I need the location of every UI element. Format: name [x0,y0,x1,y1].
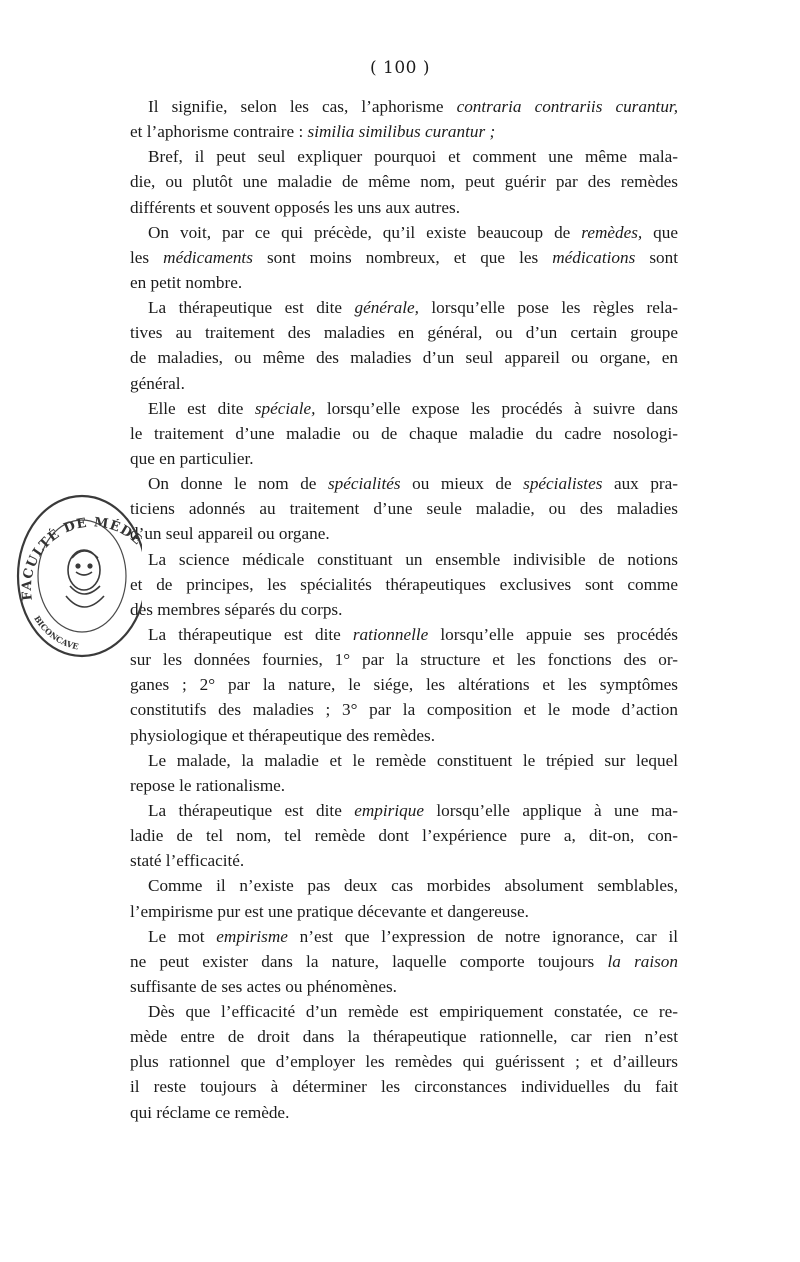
text-run: Comme il n’existe pas deux cas morbides absolument semblables, [148,876,678,896]
text-run: général. [130,373,185,393]
italic-term: médicaments [163,247,253,267]
paragraph [130,873,678,923]
text-run: La science médicale constituant un ensemble indivisible de notions [148,549,678,569]
text-run: mède entre de droit dans la thérapeutique rationnelle, car rien n’est [130,1027,678,1047]
text-line [130,119,678,144]
text-line [130,672,678,697]
text-run: repose le rationalisme. [130,775,286,795]
text-line [130,999,678,1024]
text-run: lorsqu’elle expose les procédés à suivre dans [315,398,678,418]
text-run: lorsqu’elle pose les règles rela- [418,298,678,318]
text-line [130,144,678,169]
text-run: Elle est dite [148,398,255,418]
stamp-seal-graphic [10,488,142,664]
paragraph [130,748,678,798]
paragraph [130,924,678,999]
text-run: Bref, il peut seul expliquer pourquoi et comment une même mala- [148,147,678,167]
text-line [130,597,678,622]
text-run: Dès que l’efficacité d’un remède est empiriquement constatée, ce re- [148,1002,678,1022]
text-line [130,547,678,572]
text-run: ganes ; 2° par la nature, le siége, les altérations et les symptômes [130,675,678,695]
text-line [130,1074,678,1099]
text-run: des membres séparés du corps. [130,599,343,619]
stamp-text-top: FACULTÉ DE MÉD [19,515,136,602]
text-line [130,195,678,220]
text-line [130,848,678,873]
text-run: sont [635,247,679,267]
stamp-portrait-icon [66,550,104,607]
text-line [130,295,678,320]
text-line [130,949,678,974]
text-run: ou mieux de [400,474,524,494]
text-run: die, ou plutôt une maladie de même nom, peut guérir par des remèdes [130,172,678,192]
text-line [130,974,678,999]
svg-text:BICONCAVE [32,614,79,652]
text-line [130,396,678,421]
text-run: qui réclame ce remède. [130,1102,290,1122]
text-run: différents et souvent opposés les uns aux autres. [130,197,460,217]
text-run: Le malade, la maladie et le remède constituent le trépied sur lequel [148,750,678,770]
text-run: les [130,247,164,267]
paragraph [130,94,678,144]
italic-term: spéciale, [254,398,316,418]
paragraph [130,295,678,396]
text-line [130,345,678,370]
text-run: plus rationnel que d’employer les remèdes qui guérissent ; et d’ailleurs [130,1052,678,1072]
text-line [130,924,678,949]
text-run: Il signifie, selon les cas, l’aphorisme [148,97,457,116]
text-run: d’un seul appareil ou organe. [130,524,330,544]
paragraph [130,622,678,748]
italic-term: générale, [354,298,419,318]
text-line [130,572,678,597]
text-run: et de principes, les spécialités thérapeutiques exclusives sont comme [130,574,678,594]
paragraph [130,999,678,1125]
text-run: tives au traitement des maladies en général, ou d’un certain groupe [130,323,678,343]
italic-term: médications [552,247,636,267]
text-line [130,1100,678,1125]
italic-term: contraria contrariis curantur, [456,97,679,116]
paragraph [130,547,678,622]
text-line [130,899,678,924]
text-run: lorsqu’elle appuie ses procédés [428,624,678,644]
paragraph [130,471,678,546]
text-line [130,748,678,773]
text-line [130,94,678,119]
text-line [130,823,678,848]
text-run: On donne le nom de [148,474,328,494]
text-run: que [642,222,678,242]
text-run: La thérapeutique est dite [148,800,355,820]
text-run: lorsqu’elle applique à une ma- [423,800,678,820]
text-run: La thérapeutique est dite [148,298,355,318]
paragraph [130,798,678,873]
text-run: physiologique et thérapeutique des remèdes. [130,725,435,745]
stamp-text-bottom: BICONCAVE [32,613,80,652]
svg-text:FACULTÉ DE MÉDECINE DE PARIS [10,488,142,601]
text-line [130,446,678,471]
italic-term: rationnelle [352,624,429,644]
text-line [130,647,678,672]
text-run: Le mot [148,926,217,946]
text-line [130,270,678,295]
text-run: On voit, par ce qui précède, qu’il existe beaucoup de [148,222,582,242]
italic-term: empirisme [216,926,288,946]
library-stamp [10,488,142,664]
text-run: en petit nombre. [130,272,243,292]
text-run: ne peut exister dans la nature, laquelle comporte toujours [130,951,608,971]
paragraph [130,396,678,471]
text-run: constitutifs des maladies ; 3° par la composition et le mode d’action [130,700,678,720]
italic-term: empirique [354,800,424,820]
text-line [130,220,678,245]
text-run: aux pra- [602,474,678,494]
text-line [130,496,678,521]
italic-term: spécialités [327,474,401,494]
text-run: sont moins nombreux, et que les [252,247,553,267]
text-line [130,371,678,396]
text-run: La thérapeutique est dite [148,624,353,644]
text-line [130,1024,678,1049]
italic-term: remèdes, [581,222,643,242]
text-run: sur les données fournies, 1° par la structure et les fonctions des or- [130,650,678,670]
text-line [130,773,678,798]
text-line [130,1049,678,1074]
italic-term: la raison [607,951,678,971]
text-line [130,245,678,270]
text-run: il reste toujours à déterminer les circonstances individuelles du fait [130,1077,678,1097]
italic-term: similia similibus curantur ; [307,122,496,142]
text-run: que en particulier. [130,448,254,468]
paragraph [130,144,678,219]
text-line [130,798,678,823]
text-run: l’empirisme pur est une pratique décevante et dangereuse. [130,901,529,921]
italic-term: spécialistes [523,474,603,494]
text-line [130,471,678,496]
text-line [130,169,678,194]
text-line [130,622,678,647]
page-number: ( 100 ) [369,58,431,78]
body-text [130,94,678,1125]
text-run: staté l’efficacité. [130,851,245,871]
text-line [130,320,678,345]
text-line [130,723,678,748]
text-line [130,873,678,898]
paragraph [130,220,678,295]
text-run: suffisante de ses actes ou phénomènes. [130,976,397,996]
text-run: et l’aphorisme contraire : [130,122,308,142]
text-run: ladie de tel nom, tel remède dont l’expérience pure a, dit-on, con- [130,826,678,846]
text-run: de maladies, ou même des maladies d’un seul appareil ou organe, en [130,348,678,368]
text-line [130,521,678,546]
text-run: n’est que l’expression de notre ignorance, car il [287,926,678,946]
text-run: ticiens adonnés au traitement d’une seule maladie, ou des maladies [130,499,678,519]
text-line [130,697,678,722]
text-line [130,421,678,446]
text-run: le traitement d’une maladie ou de chaque maladie du cadre nosologi- [130,423,678,443]
